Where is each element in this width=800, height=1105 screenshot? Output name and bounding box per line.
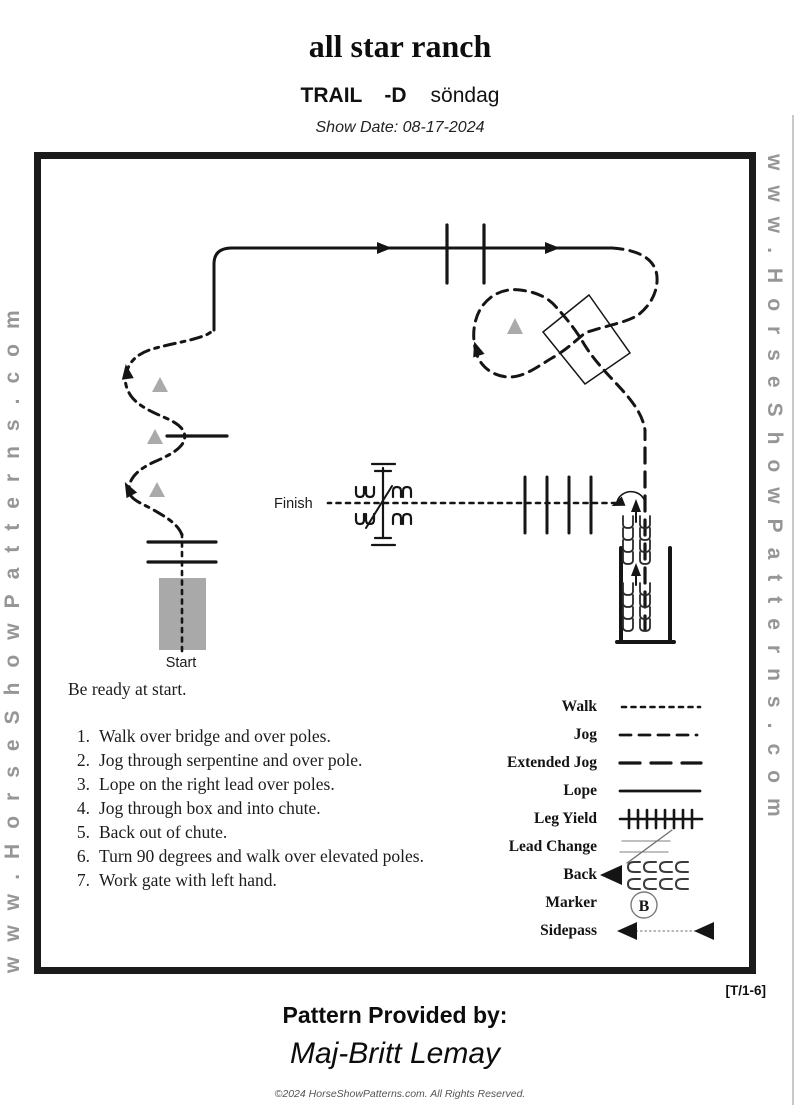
instruction-item: 3. Lope on the right lead over poles. <box>76 774 335 794</box>
legend-label-jog: Jog <box>573 726 597 743</box>
instruction-item: 2. Jog through serpentine and over pole. <box>76 750 363 770</box>
legend-label-walk: Walk <box>561 698 597 715</box>
instruction-item: 6. Turn 90 degrees and walk over elevated poles. <box>76 846 424 866</box>
elevated-poles <box>525 477 591 533</box>
copyright-text: ©2024 HorseShowPatterns.com. All Rights Reserved. <box>274 1088 526 1100</box>
legend-leg-yield <box>620 810 702 828</box>
legend-marker-letter: B <box>638 898 650 915</box>
class-suffix: -D <box>384 84 407 107</box>
lope-arrow-2 <box>545 242 560 254</box>
instructions-list <box>66 724 444 892</box>
loop-arrow <box>469 340 485 358</box>
provider-name: Maj-Britt Lemay <box>289 1037 501 1070</box>
legend-label-lead-change: Lead Change <box>508 838 597 855</box>
legend-sidepass <box>617 922 714 940</box>
show-date: Show Date: 08-17-2024 <box>315 119 485 136</box>
legend-lead-change <box>620 830 672 863</box>
watermark-left: www.HorseShowPatterns.com <box>1 295 24 973</box>
serpentine-cones <box>147 377 168 497</box>
ready-note: Be ready at start. <box>68 679 187 699</box>
finish-label: Finish <box>274 496 313 512</box>
legend-label-lope: Lope <box>563 782 597 799</box>
chute-back-arrow-2 <box>631 563 641 576</box>
legend-label-leg-yield: Leg Yield <box>534 810 597 827</box>
provided-by-label: Pattern Provided by: <box>282 1002 508 1028</box>
legend-back <box>600 862 688 889</box>
class-name: TRAIL <box>300 84 363 107</box>
legend-label-marker: Marker <box>545 894 597 911</box>
class-day: söndag <box>430 84 500 107</box>
gate-symbol <box>356 464 411 545</box>
jog-serpentine <box>125 330 214 535</box>
watermark-right: www.HorseShowPatterns.com <box>763 154 786 832</box>
serpentine-arrow-2 <box>120 363 134 380</box>
legend-marker <box>631 892 657 918</box>
instruction-item: 5. Back out of chute. <box>76 822 228 842</box>
instruction-item: 1. Walk over bridge and over poles. <box>76 726 331 746</box>
lope-poles <box>447 225 484 283</box>
legend-label-extended-jog: Extended Jog <box>507 754 597 771</box>
legend-label-sidepass: Sidepass <box>540 922 597 939</box>
instruction-item: 7. Work gate with left hand. <box>76 870 277 890</box>
pattern-ref-code: [T/1-6] <box>725 983 766 998</box>
lope-line <box>214 248 612 330</box>
lope-arrow-1 <box>377 242 392 254</box>
serpentine-arrow-1 <box>119 479 137 498</box>
legend-label-back: Back <box>563 866 597 883</box>
instruction-item: 4. Jog through box and into chute. <box>76 798 321 818</box>
jog-box-loop <box>474 248 657 446</box>
page-title: all star ranch <box>308 28 492 64</box>
start-label: Start <box>165 655 197 671</box>
chute-back-arrow-1 <box>631 499 641 512</box>
loop-cone <box>507 318 523 334</box>
